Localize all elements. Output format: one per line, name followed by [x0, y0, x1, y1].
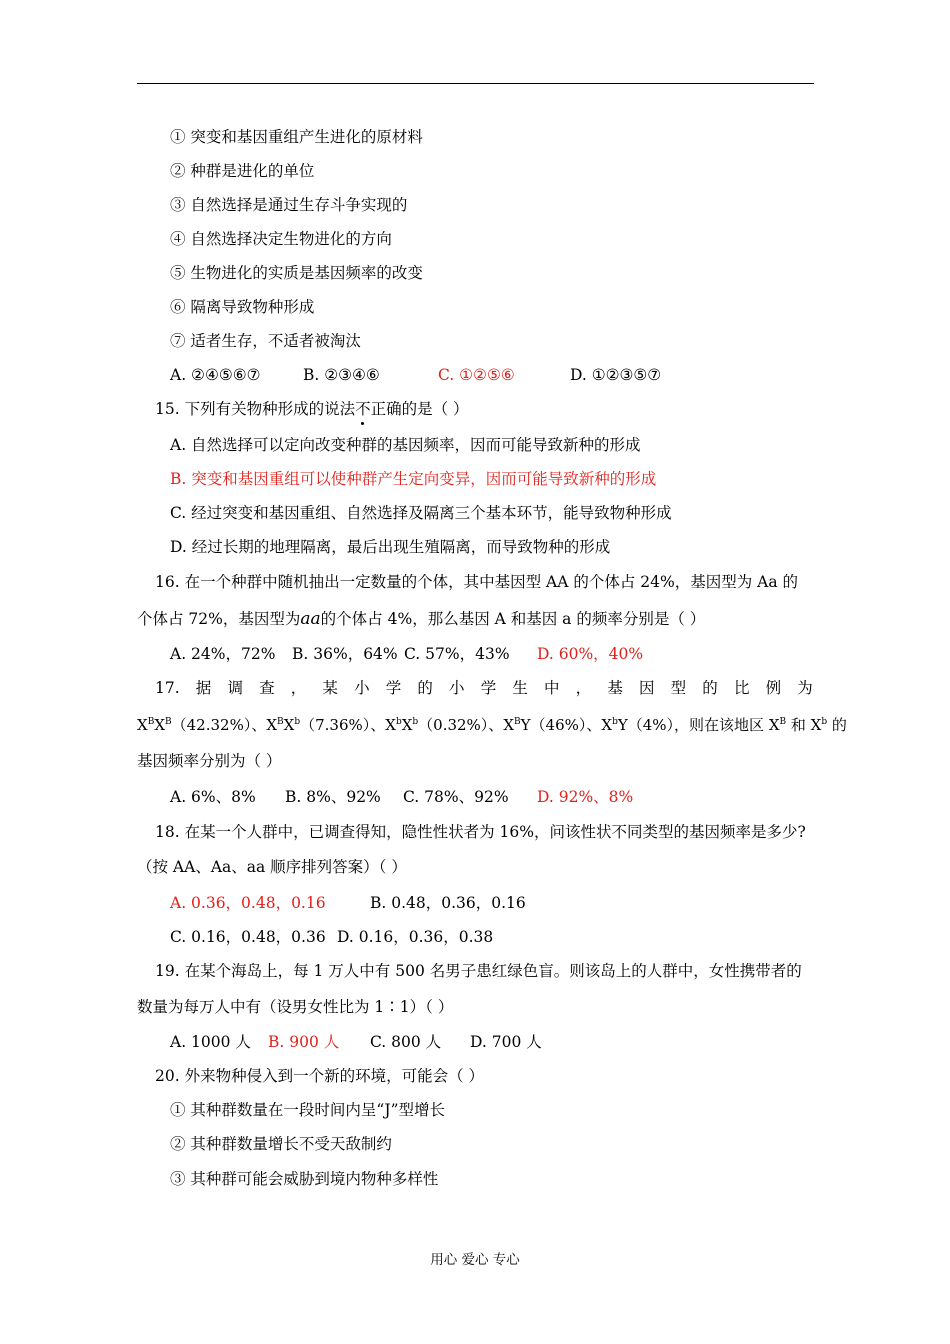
- q14-item-1: ① 突变和基因重组产生进化的原材料: [170, 128, 423, 146]
- end-text: 的: [827, 716, 847, 734]
- q20-item-3: ③ 其种群可能会威胁到境内物种多样性: [170, 1170, 439, 1188]
- q19-option-c: C. 800 人: [370, 1033, 442, 1051]
- q17-stem-line1: [137, 678, 813, 698]
- x-chrom: X: [385, 716, 396, 734]
- percent-1: （42.32%）、: [171, 716, 267, 734]
- x-chrom: X: [266, 716, 278, 734]
- q15-stem-before: 15. 下列有关物种形成的说法: [155, 400, 356, 418]
- q16-option-c: C. 57%，43%: [404, 645, 510, 663]
- q18-option-c: C. 0.16，0.48，0.36: [170, 928, 326, 946]
- q14-item-5: ⑤ 生物进化的实质是基因频率的改变: [170, 264, 423, 282]
- allele-b-dominant: B: [779, 717, 787, 727]
- percent-4: （46%）、: [530, 716, 602, 734]
- q14-item-3: ③ 自然选择是通过生存斗争实现的: [170, 196, 408, 214]
- q20-item-2: ② 其种群数量增长不受天敌制约: [170, 1135, 392, 1153]
- q17-word: 的: [702, 679, 718, 697]
- q17-word: 查: [259, 679, 275, 697]
- q18-option-a-answer: A. 0.36，0.48，0.16: [170, 894, 326, 912]
- q16-line2-b: 的个体占 4%，那么基因 A 和基因 a 的频率分别是（ ）: [320, 610, 706, 628]
- q17-word: 学: [385, 679, 402, 697]
- allele-b-dominant: B: [165, 717, 172, 727]
- q15-option-a: A. 自然选择可以定向改变种群的基因频率，因而可能导致新种的形成: [170, 436, 641, 454]
- y-chrom: Y: [617, 716, 628, 734]
- q16-stem-line2: [137, 609, 705, 629]
- q17-word: 调: [227, 679, 243, 697]
- q18-stem-line2: （按 AA、Aa、aa 顺序排列答案）（ ）: [137, 858, 407, 876]
- q16-line2-a: 个体占 72%，基因型为: [137, 610, 301, 628]
- q17-word: 基: [607, 679, 623, 697]
- q14-option-c-answer: C. ①②⑤⑥: [438, 366, 515, 384]
- and-text: 和: [786, 716, 811, 734]
- percent-2: （7.36%）、: [300, 716, 386, 734]
- x-chrom: X: [154, 716, 165, 734]
- q15-stem-after: 正确的是（ ）: [370, 400, 469, 418]
- genotype-xbxb-rec: [385, 716, 418, 734]
- q17-word: 生: [512, 679, 528, 697]
- q14-option-b: B. ②③④⑥: [303, 366, 380, 384]
- q17-option-b: B. 8%、92%: [285, 788, 381, 806]
- allele-b-recessive: b: [612, 717, 618, 727]
- header-rule: [137, 83, 814, 84]
- q14-option-d: D. ①②③⑤⑦: [570, 366, 662, 384]
- q17-word: 型: [670, 679, 687, 697]
- q19-stem-line1: 19. 在某个海岛上，每 1 万人中有 500 名男子患红绿色盲。则该岛上的人群中，女性携带者的: [155, 962, 802, 980]
- allele-b-recessive: b: [412, 717, 419, 727]
- x-chrom: X: [810, 716, 822, 734]
- q18-option-d: D. 0.16，0.36，0.38: [337, 928, 494, 946]
- q16-option-d-answer: D. 60%，40%: [537, 645, 644, 663]
- genotype-xby: [503, 716, 530, 734]
- q14-item-4: ④ 自然选择决定生物进化的方向: [170, 230, 392, 248]
- q14-option-a: A. ②④⑤⑥⑦: [170, 366, 261, 384]
- q19-stem-line2: 数量为每万人中有（设男女性比为 1∶1）（ ）: [137, 998, 454, 1016]
- percent-5-and-text: （4%），则在该地区: [627, 716, 769, 734]
- q17-word: 小: [354, 679, 370, 697]
- q19-option-a: A. 1000 人: [170, 1033, 251, 1051]
- q15-option-c: C. 经过突变和基因重组、自然选择及隔离三个基本环节，能导致物种形成: [170, 504, 672, 522]
- allele-b-recessive: b: [821, 717, 828, 727]
- q15-stem: [155, 399, 469, 419]
- x-chrom: X: [503, 716, 514, 734]
- allele-b-dominant: B: [147, 717, 155, 727]
- q17-word: 为: [797, 679, 813, 697]
- allele-b-recessive: b: [294, 717, 301, 727]
- allele-b-dominant: B: [277, 717, 284, 727]
- y-chrom: Y: [520, 716, 531, 734]
- q17-word: 比: [733, 679, 750, 697]
- x-chrom: X: [768, 716, 780, 734]
- q17-word: 中: [544, 679, 560, 697]
- x-chrom: X: [283, 716, 295, 734]
- q14-item-2: ② 种群是进化的单位: [170, 162, 315, 180]
- q17-word: 据: [195, 679, 212, 697]
- q17-word: 17.: [155, 679, 180, 697]
- genotype-xbxb-het: [266, 716, 300, 734]
- page-footer: 用心 爱心 专心: [430, 1252, 520, 1268]
- q17-word: 小: [449, 679, 465, 697]
- percent-3: （0.32%）、: [418, 716, 504, 734]
- genotype-xby-rec: [601, 716, 627, 734]
- q17-option-c: C. 78%、92%: [403, 788, 509, 806]
- q16-aa-symbol: aa: [300, 609, 321, 629]
- q17-word: 因: [638, 679, 655, 697]
- allele-b-dominant: B: [514, 717, 521, 727]
- q17-word: ，: [575, 679, 592, 697]
- q16-option-a: A. 24%，72%: [170, 645, 276, 663]
- q19-option-d: D. 700 人: [470, 1033, 542, 1051]
- q17-word: 例: [765, 679, 782, 697]
- q17-stem-line2: [137, 715, 847, 735]
- q20-stem: 20. 外来物种侵入到一个新的环境，可能会（ ）: [155, 1067, 485, 1085]
- genotype-xbxb: [137, 716, 172, 734]
- allele-b-recessive: b: [395, 717, 402, 727]
- q17-option-d-answer: D. 92%、8%: [537, 788, 634, 806]
- x-chrom: X: [601, 716, 613, 734]
- q15-option-d: D. 经过长期的地理隔离，最后出现生殖隔离，而导致物种的形成: [170, 538, 611, 556]
- q16-stem-line1: 16. 在一个种群中随机抽出一定数量的个体，其中基因型 AA 的个体占 24%，基因型为 Aa 的: [155, 573, 798, 591]
- q17-stem-line3: 基因频率分别为（ ）: [137, 752, 282, 770]
- q17-option-a: A. 6%、8%: [170, 788, 256, 806]
- q20-item-1: ① 其种群数量在一段时间内呈“J”型增长: [170, 1101, 445, 1119]
- q18-stem-line1: 18. 在某一个人群中，已调查得知，隐性性状者为 16%，问该性状不同类型的基因频率是多少?: [155, 823, 806, 841]
- q14-item-6: ⑥ 隔离导致物种形成: [170, 298, 315, 316]
- q16-option-b: B. 36%，64%: [292, 645, 398, 663]
- x-chrom: X: [137, 716, 148, 734]
- x-chrom: X: [401, 716, 413, 734]
- q19-option-b-answer: B. 900 人: [268, 1033, 340, 1051]
- q15-stem-emphasis: 不: [355, 400, 371, 418]
- q15-option-b-answer: B. 突变和基因重组可以使种群产生定向变异，因而可能导致新种的形成: [170, 470, 657, 488]
- q18-option-b: B. 0.48，0.36，0.16: [370, 894, 526, 912]
- q17-word: 学: [480, 679, 497, 697]
- q17-word: 的: [417, 679, 433, 697]
- q17-word: ，: [290, 679, 307, 697]
- q17-word: 某: [322, 679, 338, 697]
- q14-item-7: ⑦ 适者生存，不适者被淘汰: [170, 332, 361, 350]
